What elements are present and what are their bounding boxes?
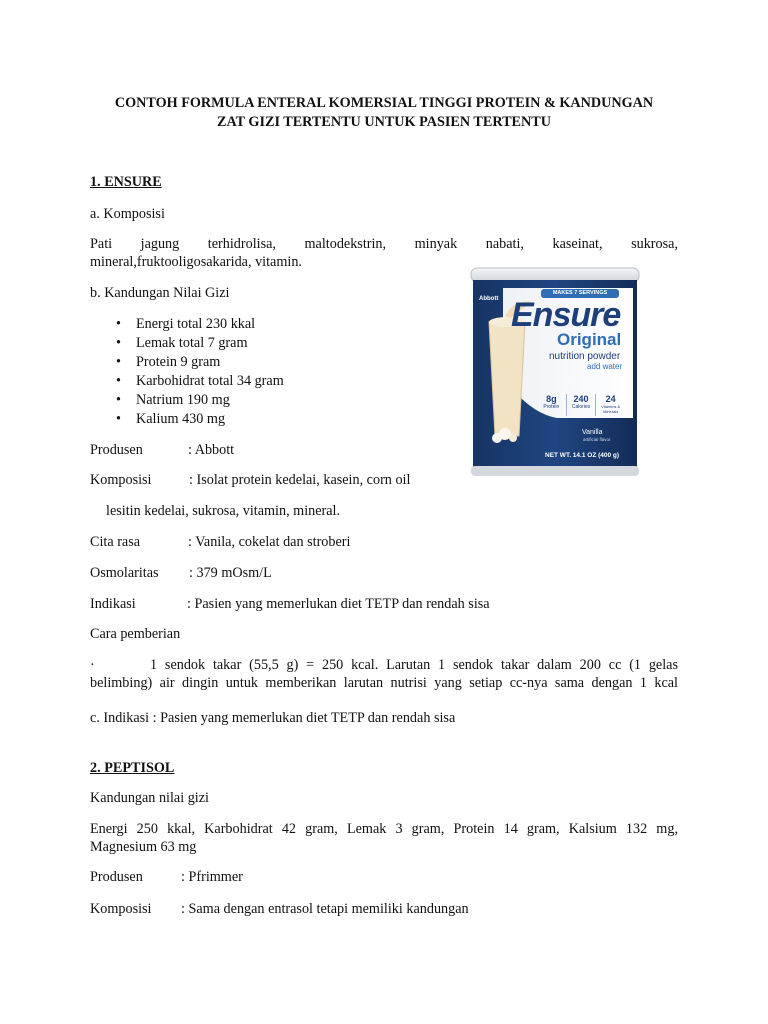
- cara-bullet: ·: [90, 657, 95, 673]
- komposisi-value-3: : Sama dengan entrasol tetapi memiliki kandungan: [181, 901, 469, 917]
- stat-calories: 240 Calories: [567, 394, 597, 416]
- nilai-line-1: Energi 250 kkal, Karbohidrat 42 gram, Lemak 3 gram, Protein 14 gram, Kalsium 132 mg,: [90, 821, 678, 837]
- indikasi-label: Indikasi: [90, 596, 136, 612]
- list-item: • Kalium 430 mg: [116, 411, 226, 427]
- osmolaritas-row: [90, 564, 272, 582]
- bullet-icon: •: [116, 411, 121, 427]
- produsen-value: : Abbott: [188, 442, 235, 458]
- title-line-2: ZAT GIZI TERTENTU UNTUK PASIEN TERTENTU: [217, 114, 551, 130]
- produsen-row-2: [90, 868, 243, 886]
- produsen-value-2: : Pfrimmer: [181, 869, 243, 885]
- cara-line-1: 1 sendok takar (55,5 g) = 250 kcal. Larutan 1 sendok takar dalam 200 cc (1 gelas: [150, 657, 678, 673]
- cara-pemberian-label: Cara pemberian: [90, 626, 181, 642]
- produsen-row: [90, 441, 234, 459]
- komposisi-label-3: Komposisi: [90, 901, 152, 917]
- net-weight: NET WT. 14.1 OZ (400 g): [545, 452, 620, 459]
- cara-line-2: belimbing) air dingin untuk memberikan larutan nutrisi yang setiap cc-nya sama dengan 1 kcal: [90, 675, 678, 691]
- indikasi-c: c. Indikasi : Pasien yang memerlukan diet TETP dan rendah sisa: [90, 710, 456, 726]
- ensure-product-image: [445, 266, 660, 482]
- indikasi-value: : Pasien yang memerlukan diet TETP dan rendah sisa: [187, 596, 490, 612]
- product-subtitle-2: add water: [587, 362, 623, 371]
- bullet-icon: •: [116, 335, 121, 351]
- komposisi-row-3: [90, 900, 469, 918]
- flavor-label: Vanilla: [582, 429, 603, 436]
- cita-rasa-row: [90, 533, 350, 551]
- osmolaritas-value: : 379 mOsm/L: [189, 565, 272, 581]
- stat-vitamins: 24 Vitamins & Minerals: [601, 394, 621, 414]
- brand-name: Ensure: [511, 296, 621, 334]
- nilai-gizi-label-2: Kandungan nilai gizi: [90, 790, 209, 806]
- komposisi-label: a. Komposisi: [90, 206, 165, 222]
- list-item: • Karbohidrat total 34 gram: [116, 373, 284, 389]
- list-item: • Lemak total 7 gram: [116, 335, 248, 351]
- nutrition-list: [90, 315, 284, 429]
- section-heading-ensure: 1. ENSURE: [90, 174, 162, 190]
- list-item: • Protein 9 gram: [116, 354, 221, 370]
- abbott-logo-text: Abbott: [479, 296, 499, 302]
- stats-row: [537, 394, 625, 416]
- bullet-icon: •: [116, 392, 121, 408]
- document-title: [90, 94, 678, 132]
- list-item: • Energi total 230 kkal: [116, 316, 256, 332]
- makes-servings-badge: MAKES 7 SERVINGS: [541, 289, 619, 298]
- bullet-icon: •: [116, 354, 121, 370]
- komposisi-line-2: mineral,fruktooligosakarida, vitamin.: [90, 254, 302, 270]
- produsen-label-2: Produsen: [90, 869, 143, 885]
- variant-name: Original: [557, 330, 622, 349]
- section-heading-peptisol: 2. PEPTISOL: [90, 760, 175, 776]
- product-subtitle: nutrition powder: [549, 351, 621, 362]
- list-item: • Natrium 190 mg: [116, 392, 230, 408]
- cita-rasa-value: : Vanila, cokelat dan stroberi: [188, 534, 351, 550]
- osmolaritas-label: Osmolaritas: [90, 565, 159, 581]
- bullet-icon: •: [116, 316, 121, 332]
- komposisi-label-2: Komposisi: [90, 472, 152, 488]
- komposisi-value-2: : Isolat protein kedelai, kasein, corn oil: [189, 472, 411, 488]
- flavor-note: artificial flavor: [583, 437, 611, 442]
- indikasi-row: [90, 595, 490, 613]
- title-line-1: CONTOH FORMULA ENTERAL KOMERSIAL TINGGI PROTEIN & KANDUNGAN: [114, 95, 654, 111]
- komposisi-row: [90, 471, 410, 489]
- produsen-label: Produsen: [90, 442, 143, 458]
- cita-rasa-label: Cita rasa: [90, 534, 141, 550]
- bullet-icon: •: [116, 373, 121, 389]
- komposisi-continuation: lesitin kedelai, sukrosa, vitamin, mineral.: [106, 503, 341, 519]
- komposisi-line-1: Pati jagung terhidrolisa, maltodekstrin, minyak nabati, kaseinat, sukrosa,: [90, 236, 678, 252]
- nilai-line-2: Magnesium 63 mg: [90, 839, 197, 855]
- stat-protein: 8g Protein: [537, 394, 567, 416]
- nilai-gizi-label: b. Kandungan Nilai Gizi: [90, 285, 230, 301]
